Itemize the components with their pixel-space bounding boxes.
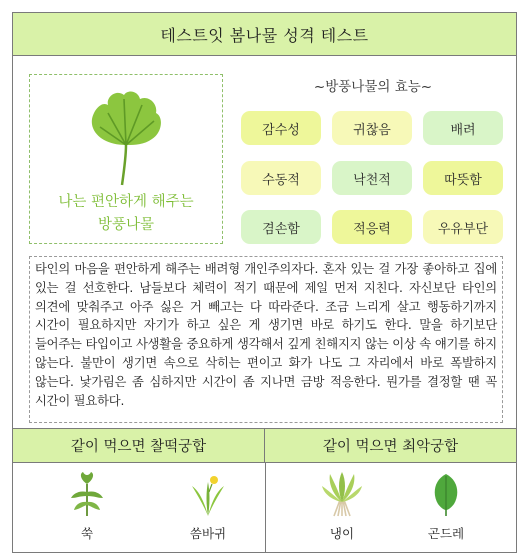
bad-match-plant <box>411 470 481 542</box>
effect-chip: 귀찮음 <box>332 111 412 145</box>
gondre-leaf-icon <box>426 470 466 518</box>
match-divider <box>265 463 266 553</box>
effects-title: ~방풍나물의 효능~ <box>313 79 433 95</box>
bad-match-title: 같이 먹으면 최악궁합 <box>265 428 516 463</box>
test-result-card <box>12 12 517 553</box>
effect-chip: 배려 <box>423 111 503 145</box>
plant-name: 씀바귀 <box>189 526 227 541</box>
effect-chip: 적응력 <box>332 210 412 244</box>
result-type-text <box>30 191 222 237</box>
bad-match-plant <box>307 470 377 542</box>
bangpung-leaf-icon <box>86 87 166 187</box>
result-line-1: 나는 편안하게 해주는 <box>58 194 194 210</box>
sowthistle-icon <box>186 470 230 518</box>
good-match-title: 같이 먹으면 찰떡궁합 <box>13 428 265 463</box>
mugwort-icon <box>67 470 107 518</box>
effect-chip: 낙천적 <box>332 161 412 195</box>
effect-chip: 감수성 <box>241 111 321 145</box>
effect-chip: 따뜻함 <box>423 161 503 195</box>
page-title: 테스트잇 봄나물 성격 테스트 <box>13 13 516 56</box>
good-match-plant <box>173 470 243 542</box>
effect-chip: 겸손함 <box>241 210 321 244</box>
plant-name: 냉이 <box>329 526 355 541</box>
good-match-plant <box>52 470 122 542</box>
result-type-panel <box>29 74 223 244</box>
plant-name: 곤드레 <box>427 526 465 541</box>
effect-chip: 수동적 <box>241 161 321 195</box>
shepherds-purse-icon <box>320 470 364 518</box>
plant-name: 쑥 <box>80 526 94 541</box>
personality-description: 타인의 마음을 편안하게 해주는 배려형 개인주의자다. 혼자 있는 걸 가장 좋아하고 집에 있는 걸 선호한다. 남들보다 체력이 적기 때문에 제일 먼저 지친다. 자신보단 타인의 의견에 맞춰주고 아주 싫은 거 빼고는 다 따라준다. 조금 느리게 살고 행동하기까지 시간이 필요하지만 자기가 하고 싶은 게 생기면 바로 하기도 한다. 말을 하기보단 들어주는 타입이고 사생활을 중요하게 생각해서 깊게 친해지지 않는 이상 속 얘기를 하지 않는다. 불만이 생기면 속으로 삭히는 편이고 화가 나도 그 자리에서 바로 폭발하지 않는다. 낯가림은 좀 심하지만 시간이 좀 지나면 금방 적응한다. 뭔가를 결정할 땐 꼭 시간이 필요하다. <box>29 256 503 423</box>
effect-chip: 우유부단 <box>423 210 503 244</box>
result-line-2: 방풍나물 <box>97 217 155 233</box>
